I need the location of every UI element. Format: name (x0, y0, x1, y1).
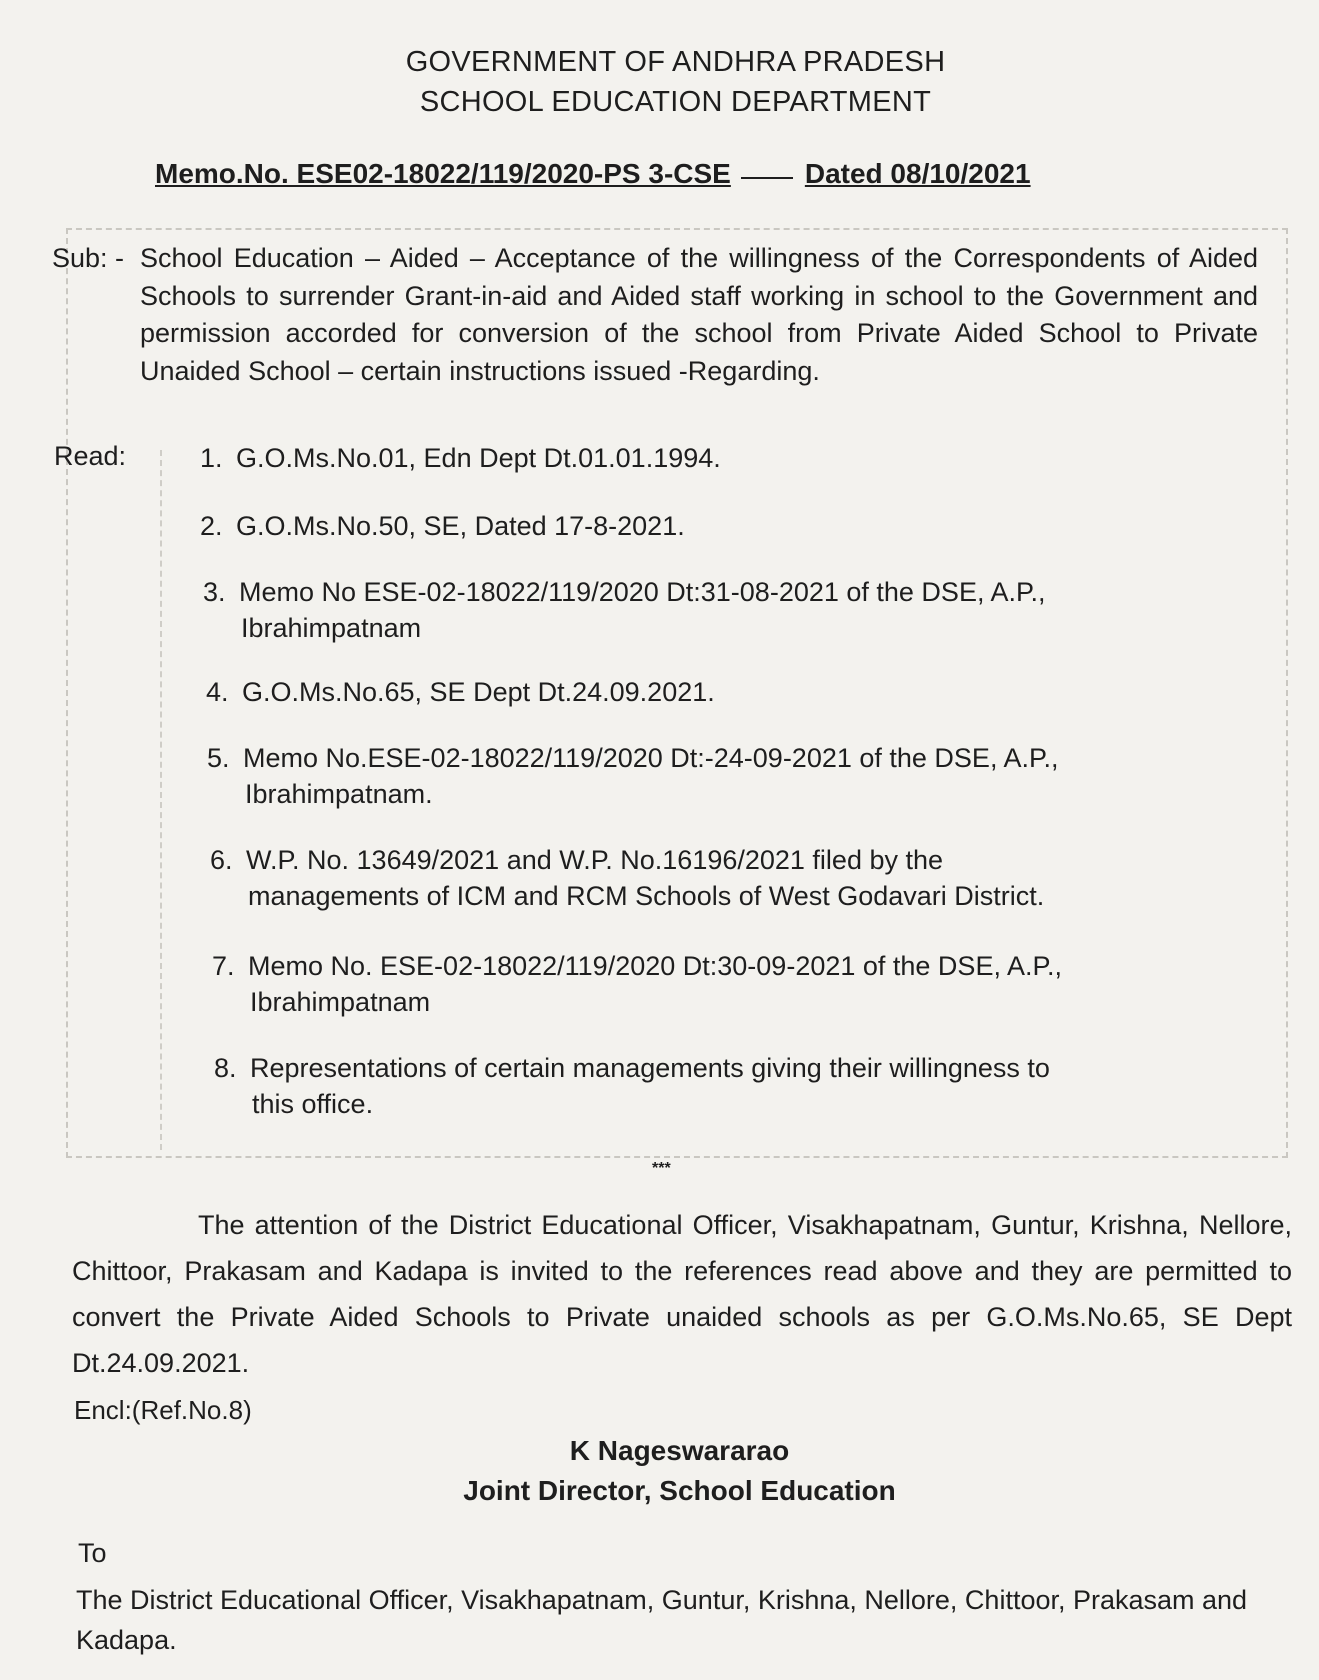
memo-underline-gap (741, 177, 793, 179)
subject-label: Sub: - (52, 243, 125, 273)
box-divider (160, 450, 162, 1150)
reference-text: Memo No.ESE-02-18022/119/2020 Dt:-24-09-2021 of the DSE, A.P., (243, 743, 1059, 773)
reference-number: 1. (200, 443, 223, 473)
subject-text: School Education – Aided – Acceptance of the willingness of the Correspondents of Aided Schools to surrender Grant-in-aid and Aided staff working in school to the Government and permission accorded for conversion of the school from Private Aided School to Private Unaided School – certain instructions issued -Regarding. (140, 243, 1258, 386)
reference-item (200, 440, 721, 476)
body-paragraph: The attention of the District Educational Officer, Visakhapatnam, Guntur, Krishna, Nellore, Chittoor, Prakasam and Kadapa is invited to the references read above and they are permitted to convert the Private Aided Schools to Private unaided schools as per G.O.Ms.No.65, SE Dept Dt.24.09.2021. (72, 1210, 1292, 1378)
memo-date: Dated 08/10/2021 (804, 158, 1031, 189)
reference-text: G.O.Ms.No.01, Edn Dept Dt.01.01.1994. (236, 443, 721, 473)
reference-item (207, 740, 1267, 812)
read-label: Read: (54, 441, 127, 471)
reference-number: 2. (200, 511, 223, 541)
signatory-title: Joint Director, School Education (463, 1475, 896, 1506)
signatory-name: K Nageswararao (569, 1435, 790, 1466)
reference-text: W.P. No. 13649/2021 and W.P. No.16196/2021 filed by the (246, 845, 944, 875)
reference-number: 8. (214, 1053, 237, 1083)
reference-continuation: managements of ICM and RCM Schools of West Godavari District. (248, 881, 1045, 911)
reference-continuation: Ibrahimpatnam. (245, 779, 433, 809)
reference-number: 7. (212, 951, 235, 981)
reference-item (206, 674, 715, 710)
reference-text: Memo No ESE-02-18022/119/2020 Dt:31-08-2021 of the DSE, A.P., (239, 577, 1046, 607)
to-label: To (78, 1538, 107, 1568)
reference-text: G.O.Ms.No.50, SE, Dated 17-8-2021. (236, 511, 685, 541)
memo-number: Memo.No. ESE02-18022/119/2020-PS 3-CSE (155, 158, 731, 189)
reference-text: Memo No. ESE-02-18022/119/2020 Dt:30-09-2021 of the DSE, A.P., (248, 951, 1063, 981)
reference-number: 3. (203, 577, 226, 607)
reference-number: 6. (210, 845, 233, 875)
reference-continuation: Ibrahimpatnam (241, 613, 422, 643)
reference-number: 4. (206, 677, 229, 707)
section-separator: *** (652, 1160, 671, 1177)
reference-item (212, 948, 1272, 1020)
government-heading: GOVERNMENT OF ANDHRA PRADESH (405, 46, 946, 78)
reference-continuation: Ibrahimpatnam (250, 987, 431, 1017)
reference-item (200, 508, 685, 544)
department-heading: SCHOOL EDUCATION DEPARTMENT (419, 86, 932, 118)
memo-reference-line (155, 158, 1031, 190)
reference-number: 5. (207, 743, 230, 773)
reference-item (214, 1050, 1264, 1122)
reference-continuation: this office. (252, 1089, 374, 1119)
reference-text: G.O.Ms.No.65, SE Dept Dt.24.09.2021. (242, 677, 715, 707)
enclosure-note: Encl:(Ref.No.8) (74, 1395, 252, 1425)
reference-item (210, 842, 1270, 914)
recipient-address: The District Educational Officer, Visakhapatnam, Guntur, Krishna, Nellore, Chittoor, Prakasam and Kadapa. (76, 1585, 1248, 1655)
reference-item (203, 574, 1263, 646)
reference-text: Representations of certain managements giving their willingness to (250, 1053, 1050, 1083)
